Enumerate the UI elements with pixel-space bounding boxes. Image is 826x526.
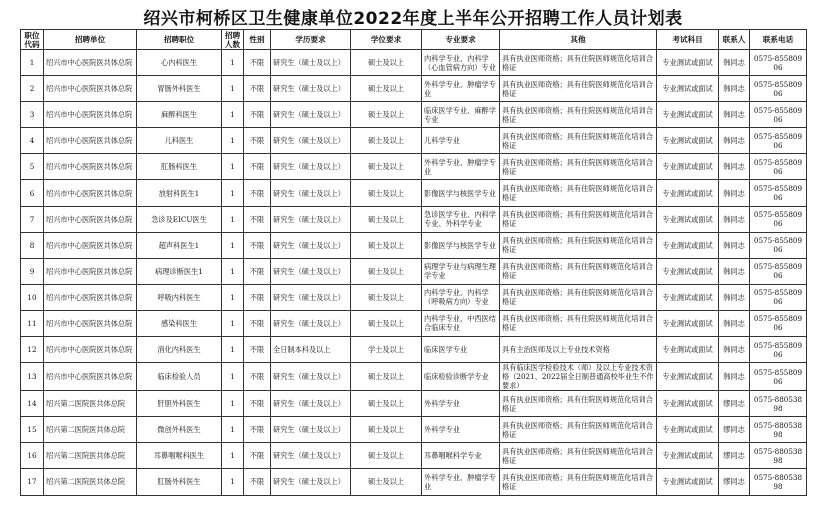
cell-education: 研究生（硕士及以上） [271, 310, 351, 336]
cell-gender: 不限 [244, 310, 271, 336]
cell-count: 1 [222, 232, 244, 258]
cell-contact: 缪同志 [719, 417, 750, 443]
cell-count: 1 [222, 102, 244, 128]
cell-count: 1 [222, 180, 244, 206]
cell-code: 14 [21, 391, 44, 417]
header-phone: 联系电话 [750, 30, 807, 50]
cell-count: 1 [222, 206, 244, 232]
cell-gender: 不限 [244, 154, 271, 180]
cell-degree: 硕士及以上 [351, 284, 422, 310]
cell-phone: 0575-85580906 [750, 232, 807, 258]
cell-contact: 韩同志 [719, 180, 750, 206]
cell-phone: 0575-85580906 [750, 258, 807, 284]
cell-education: 研究生（硕士及以上） [271, 180, 351, 206]
cell-gender: 不限 [244, 391, 271, 417]
cell-count: 1 [222, 337, 244, 363]
cell-count: 1 [222, 76, 244, 102]
cell-code: 15 [21, 417, 44, 443]
cell-code: 7 [21, 206, 44, 232]
cell-code: 12 [21, 337, 44, 363]
cell-education: 研究生（硕士及以上） [271, 76, 351, 102]
cell-degree: 硕士及以上 [351, 180, 422, 206]
table-row [21, 337, 807, 363]
cell-position: 急诊及EICU医生 [137, 206, 222, 232]
cell-gender: 不限 [244, 232, 271, 258]
cell-contact: 韩同志 [719, 76, 750, 102]
cell-unit: 绍兴市中心医院医共体总院 [44, 128, 137, 154]
cell-unit: 绍兴市中心医院医共体总院 [44, 363, 137, 391]
header-gender: 性别 [244, 30, 271, 50]
cell-degree: 硕士及以上 [351, 391, 422, 417]
table-row [21, 391, 807, 417]
cell-contact: 韩同志 [719, 128, 750, 154]
cell-count: 1 [222, 391, 244, 417]
cell-education: 研究生（硕士及以上） [271, 443, 351, 469]
cell-code: 17 [21, 469, 44, 495]
cell-phone: 0575-85580906 [750, 50, 807, 76]
cell-degree: 硕士及以上 [351, 154, 422, 180]
cell-contact: 缪同志 [719, 391, 750, 417]
cell-major: 外科学专业 [422, 417, 500, 443]
header-degree: 学位要求 [351, 30, 422, 50]
table-row [21, 206, 807, 232]
cell-gender: 不限 [244, 128, 271, 154]
cell-code: 4 [21, 128, 44, 154]
cell-contact: 韩同志 [719, 206, 750, 232]
cell-code: 5 [21, 154, 44, 180]
cell-code: 6 [21, 180, 44, 206]
cell-unit: 绍兴市中心医院医共体总院 [44, 102, 137, 128]
cell-count: 1 [222, 128, 244, 154]
cell-degree: 硕士及以上 [351, 128, 422, 154]
cell-major: 临床检验诊断学专业 [422, 363, 500, 391]
cell-education: 研究生（硕士及以上） [271, 128, 351, 154]
cell-degree: 硕士及以上 [351, 469, 422, 495]
cell-degree: 硕士及以上 [351, 363, 422, 391]
cell-exam: 专业测试或面试 [657, 391, 719, 417]
cell-count: 1 [222, 258, 244, 284]
cell-unit: 绍兴市中心医院医共体总院 [44, 154, 137, 180]
cell-phone: 0575-85580906 [750, 76, 807, 102]
cell-exam: 专业测试或面试 [657, 417, 719, 443]
cell-exam: 专业测试或面试 [657, 128, 719, 154]
cell-degree: 硕士及以上 [351, 76, 422, 102]
cell-phone: 0575-85580906 [750, 154, 807, 180]
cell-phone: 0575-85580906 [750, 337, 807, 363]
table-row [21, 469, 807, 495]
cell-other: 具有执业医师资格；具有住院医师规范化培训合格证 [500, 310, 657, 336]
cell-other: 具有执业医师资格；具有住院医师规范化培训合格证 [500, 76, 657, 102]
cell-phone: 0575-85580906 [750, 128, 807, 154]
cell-other: 具有临床医学检验技术（师）及以上专业技术资格（2021、2022届全日制普通高校毕业生不作要求） [500, 363, 657, 391]
cell-position: 肛肠科医生 [137, 154, 222, 180]
cell-major: 内科学专业、内科学（呼吸病方向）专业 [422, 284, 500, 310]
cell-position: 消化内科医生 [137, 337, 222, 363]
cell-phone: 0575-88053898 [750, 443, 807, 469]
cell-major: 临床医学专业 [422, 337, 500, 363]
table-row [21, 310, 807, 336]
cell-count: 1 [222, 284, 244, 310]
cell-phone: 0575-85580906 [750, 102, 807, 128]
cell-education: 研究生（硕士及以上） [271, 417, 351, 443]
cell-code: 13 [21, 363, 44, 391]
cell-unit: 绍兴市中心医院医共体总院 [44, 337, 137, 363]
cell-education: 研究生（硕士及以上） [271, 258, 351, 284]
cell-other: 具有执业医师资格；具有住院医师规范化培训合格证 [500, 128, 657, 154]
cell-phone: 0575-85580906 [750, 206, 807, 232]
cell-degree: 硕士及以上 [351, 417, 422, 443]
cell-count: 1 [222, 310, 244, 336]
table-row [21, 180, 807, 206]
cell-phone: 0575-85580906 [750, 180, 807, 206]
cell-other: 具有执业医师资格；具有住院医师规范化培训合格证 [500, 180, 657, 206]
cell-gender: 不限 [244, 469, 271, 495]
cell-exam: 专业测试或面试 [657, 102, 719, 128]
cell-code: 16 [21, 443, 44, 469]
header-code: 职位代码 [21, 30, 44, 50]
cell-exam: 专业测试或面试 [657, 76, 719, 102]
cell-other: 具有执业医师资格；具有住院医师规范化培训合格证 [500, 284, 657, 310]
cell-unit: 绍兴市中心医院医共体总院 [44, 232, 137, 258]
cell-major: 外科学专业 [422, 391, 500, 417]
table-row [21, 154, 807, 180]
header-unit: 招聘单位 [44, 30, 137, 50]
header-other: 其他 [500, 30, 657, 50]
cell-position: 临床检验人员 [137, 363, 222, 391]
cell-other: 具有主治医师及以上专业技术资格 [500, 337, 657, 363]
cell-major: 外科学专业、肿瘤学专业 [422, 154, 500, 180]
cell-other: 具有执业医师资格；具有住院医师规范化培训合格证 [500, 469, 657, 495]
cell-code: 3 [21, 102, 44, 128]
cell-count: 1 [222, 363, 244, 391]
cell-degree: 硕士及以上 [351, 232, 422, 258]
cell-education: 研究生（硕士及以上） [271, 232, 351, 258]
cell-major: 病理学专业与病理生理学专业 [422, 258, 500, 284]
cell-position: 病理诊断医生1 [137, 258, 222, 284]
cell-other: 具有执业医师资格；具有住院医师规范化培训合格证 [500, 154, 657, 180]
cell-major: 耳鼻咽喉科学专业 [422, 443, 500, 469]
cell-unit: 绍兴市中心医院医共体总院 [44, 258, 137, 284]
cell-contact: 韩同志 [719, 232, 750, 258]
cell-position: 耳鼻咽喉科医生 [137, 443, 222, 469]
cell-degree: 硕士及以上 [351, 443, 422, 469]
cell-unit: 绍兴第二医院医共体总院 [44, 391, 137, 417]
cell-major: 内科学专业、中西医结合临床专业 [422, 310, 500, 336]
cell-contact: 韩同志 [719, 258, 750, 284]
cell-gender: 不限 [244, 284, 271, 310]
cell-gender: 不限 [244, 206, 271, 232]
cell-gender: 不限 [244, 180, 271, 206]
table-row [21, 102, 807, 128]
table-row [21, 284, 807, 310]
recruitment-table [20, 29, 807, 496]
cell-code: 9 [21, 258, 44, 284]
cell-phone: 0575-88053898 [750, 391, 807, 417]
cell-contact: 缪同志 [719, 469, 750, 495]
cell-other: 具有执业医师资格；具有住院医师规范化培训合格证 [500, 206, 657, 232]
cell-unit: 绍兴第二医院医共体总院 [44, 417, 137, 443]
cell-contact: 韩同志 [719, 50, 750, 76]
cell-gender: 不限 [244, 417, 271, 443]
cell-major: 儿科学专业 [422, 128, 500, 154]
cell-major: 临床医学专业、麻醉学专业 [422, 102, 500, 128]
cell-unit: 绍兴第二医院医共体总院 [44, 469, 137, 495]
cell-degree: 硕士及以上 [351, 310, 422, 336]
cell-major: 影像医学与核医学专业 [422, 232, 500, 258]
cell-degree: 硕士及以上 [351, 50, 422, 76]
cell-other: 具有执业医师资格；具有住院医师规范化培训合格证 [500, 50, 657, 76]
cell-position: 感染科医生 [137, 310, 222, 336]
cell-position: 麻醉科医生 [137, 102, 222, 128]
table-row [21, 258, 807, 284]
cell-count: 1 [222, 417, 244, 443]
cell-exam: 专业测试或面试 [657, 469, 719, 495]
cell-position: 微创外科医生 [137, 417, 222, 443]
cell-code: 2 [21, 76, 44, 102]
cell-major: 外科学专业、肿瘤学专业 [422, 469, 500, 495]
cell-exam: 专业测试或面试 [657, 310, 719, 336]
cell-exam: 专业测试或面试 [657, 206, 719, 232]
table-row [21, 50, 807, 76]
cell-contact: 韩同志 [719, 284, 750, 310]
table-body [21, 50, 807, 496]
cell-exam: 专业测试或面试 [657, 154, 719, 180]
cell-other: 具有执业医师资格；具有住院医师规范化培训合格证 [500, 232, 657, 258]
cell-major: 影像医学与核医学专业 [422, 180, 500, 206]
cell-gender: 不限 [244, 76, 271, 102]
cell-contact: 韩同志 [719, 154, 750, 180]
cell-unit: 绍兴第二医院医共体总院 [44, 443, 137, 469]
cell-education: 研究生（硕士及以上） [271, 50, 351, 76]
table-row [21, 417, 807, 443]
table-row [21, 128, 807, 154]
cell-position: 放射科医生1 [137, 180, 222, 206]
header-education: 学历要求 [271, 30, 351, 50]
cell-exam: 专业测试或面试 [657, 232, 719, 258]
header-exam: 考试科目 [657, 30, 719, 50]
cell-gender: 不限 [244, 50, 271, 76]
cell-phone: 0575-85580906 [750, 284, 807, 310]
cell-position: 超声科医生1 [137, 232, 222, 258]
cell-unit: 绍兴市中心医院医共体总院 [44, 284, 137, 310]
cell-contact: 韩同志 [719, 102, 750, 128]
cell-exam: 专业测试或面试 [657, 443, 719, 469]
cell-exam: 专业测试或面试 [657, 180, 719, 206]
cell-education: 研究生（硕士及以上） [271, 363, 351, 391]
header-major: 专业要求 [422, 30, 500, 50]
cell-exam: 专业测试或面试 [657, 363, 719, 391]
cell-other: 具有执业医师资格；具有住院医师规范化培训合格证 [500, 102, 657, 128]
header-position: 招聘职位 [137, 30, 222, 50]
cell-position: 肝胆外科医生 [137, 391, 222, 417]
cell-exam: 专业测试或面试 [657, 284, 719, 310]
cell-major: 内科学专业、内科学（心血管病方向）专业 [422, 50, 500, 76]
cell-position: 呼吸内科医生 [137, 284, 222, 310]
cell-gender: 不限 [244, 258, 271, 284]
cell-education: 研究生（硕士及以上） [271, 102, 351, 128]
cell-education: 研究生（硕士及以上） [271, 469, 351, 495]
cell-unit: 绍兴市中心医院医共体总院 [44, 50, 137, 76]
cell-position: 胃肠外科医生 [137, 76, 222, 102]
cell-other: 具有执业医师资格；具有住院医师规范化培训合格证 [500, 258, 657, 284]
cell-other: 具有执业医师资格；具有住院医师规范化培训合格证 [500, 443, 657, 469]
table-row [21, 76, 807, 102]
cell-contact: 缪同志 [719, 443, 750, 469]
cell-phone: 0575-88053898 [750, 417, 807, 443]
cell-exam: 专业测试或面试 [657, 258, 719, 284]
cell-degree: 硕士及以上 [351, 102, 422, 128]
cell-exam: 专业测试或面试 [657, 50, 719, 76]
cell-count: 1 [222, 469, 244, 495]
cell-exam: 专业测试或面试 [657, 337, 719, 363]
cell-gender: 不限 [244, 363, 271, 391]
cell-gender: 不限 [244, 443, 271, 469]
cell-education: 研究生（硕士及以上） [271, 206, 351, 232]
table-row [21, 363, 807, 391]
table-row [21, 443, 807, 469]
cell-code: 1 [21, 50, 44, 76]
cell-gender: 不限 [244, 102, 271, 128]
cell-code: 11 [21, 310, 44, 336]
cell-other: 具有执业医师资格；具有住院医师规范化培训合格证 [500, 417, 657, 443]
cell-education: 全日制本科及以上 [271, 337, 351, 363]
cell-education: 研究生（硕士及以上） [271, 154, 351, 180]
cell-education: 研究生（硕士及以上） [271, 284, 351, 310]
cell-degree: 硕士及以上 [351, 258, 422, 284]
cell-phone: 0575-88053898 [750, 469, 807, 495]
cell-count: 1 [222, 154, 244, 180]
cell-other: 具有执业医师资格；具有住院医师规范化培训合格证 [500, 391, 657, 417]
cell-count: 1 [222, 443, 244, 469]
table-header [21, 30, 807, 50]
cell-major: 急诊医学专业、内科学专业、外科学专业 [422, 206, 500, 232]
cell-unit: 绍兴市中心医院医共体总院 [44, 310, 137, 336]
cell-major: 外科学专业、肿瘤学专业 [422, 76, 500, 102]
cell-gender: 不限 [244, 337, 271, 363]
cell-count: 1 [222, 50, 244, 76]
page-title: 绍兴市柯桥区卫生健康单位2022年度上半年公开招聘工作人员计划表 [143, 9, 683, 29]
cell-position: 肛肠外科医生 [137, 469, 222, 495]
cell-phone: 0575-85580906 [750, 310, 807, 336]
cell-unit: 绍兴市中心医院医共体总院 [44, 206, 137, 232]
cell-education: 研究生（硕士及以上） [271, 391, 351, 417]
cell-phone: 0575-85580906 [750, 363, 807, 391]
cell-code: 10 [21, 284, 44, 310]
header-count: 招聘人数 [222, 30, 244, 50]
cell-position: 心内科医生 [137, 50, 222, 76]
cell-degree: 学士及以上 [351, 337, 422, 363]
cell-code: 8 [21, 232, 44, 258]
cell-position: 儿科医生 [137, 128, 222, 154]
cell-unit: 绍兴市中心医院医共体总院 [44, 76, 137, 102]
table-row [21, 232, 807, 258]
cell-contact: 韩同志 [719, 310, 750, 336]
cell-degree: 硕士及以上 [351, 206, 422, 232]
header-contact: 联系人 [719, 30, 750, 50]
cell-contact: 韩同志 [719, 337, 750, 363]
cell-contact: 韩同志 [719, 363, 750, 391]
cell-unit: 绍兴市中心医院医共体总院 [44, 180, 137, 206]
